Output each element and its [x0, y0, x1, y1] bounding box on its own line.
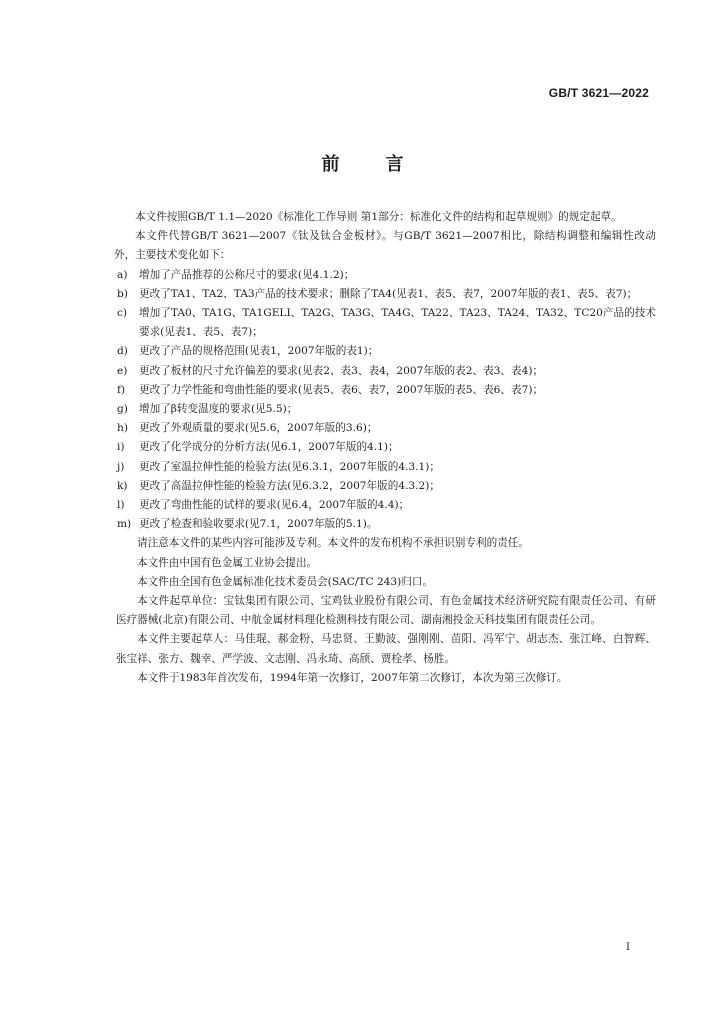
list-marker: h) — [117, 422, 128, 435]
list-item — [116, 419, 656, 438]
list-item-text: 更改了室温拉伸性能的检验方法(见6.3.1，2007年版的4.3.1)； — [139, 460, 441, 473]
intro-paragraph: 本文件按照GB/T 1.1—2020《标准化工作导则 第1部分：标准化文件的结构和起草规则》的规定起草。 — [135, 211, 622, 223]
list-item — [116, 438, 656, 457]
list-marker: l) — [117, 499, 125, 512]
list-item-text: 更改了外观质量的要求(见5.6，2007年版的3.6)； — [139, 422, 378, 435]
patent-notice: 请注意本文件的某些内容可能涉及专利。本文件的发布机构不承担识别专利的责任。 — [137, 537, 529, 550]
list-marker: e) — [117, 364, 128, 377]
history-paragraph: 本文件于1983年首次发布，1994年第一次修订，2007年第二次修订，本次为第三次修订。 — [137, 671, 568, 684]
list-marker: m) — [117, 518, 132, 531]
drafting-units-paragraph: 本文件起草单位：宝钛集团有限公司、宝鸡钛业股份有限公司、有色金属技术经济研究院有限责任公司、有研医疗器械(北京)有限公司、中航金属材料理化检测科技有限公司、湖南湘投金天科技集团有限责任公司。 — [116, 595, 656, 627]
list-marker: i) — [117, 441, 125, 454]
list-item-text: 增加了TA0、TA1G、TA1GELI、TA2G、TA3G、TA4G、TA22、TA23、TA24、TA32、TC20产品的技术要求(见表1、表5、表7)； — [139, 307, 656, 339]
proposer-paragraph: 本文件由中国有色金属工业协会提出。 — [137, 556, 318, 569]
drafters-paragraph: 本文件主要起草人：马佳琨、郝金粉、马忠贤、王勤波、强刚刚、苗阳、冯军宁、胡志杰、张江峰、白智辉、张宝祥、张方、魏幸、严学波、文志刚、冯永琦、高颀、贾栓孝、杨胜。 — [116, 633, 656, 665]
list-marker: c) — [117, 307, 128, 320]
list-item-text: 更改了弯曲性能的试样的要求(见6.4，2007年版的4.4)； — [139, 499, 410, 512]
foreword-body — [116, 208, 656, 688]
list-item — [116, 342, 656, 361]
changes-list — [116, 266, 656, 535]
intro-paragraph: 本文件代替GB/T 3621—2007《钛及钛合金板材》。与GB/T 3621—2007相比，除结构调整和编辑性改动外，主要技术变化如下： — [114, 230, 656, 262]
list-item — [116, 362, 656, 381]
list-marker: a) — [117, 268, 128, 281]
list-marker: b) — [117, 287, 128, 300]
list-item-text: 增加了产品推荐的公称尺寸的要求(见4.1.2)； — [139, 268, 355, 281]
list-item-text: 更改了化学成分的分析方法(见6.1，2007年版的4.1)； — [139, 441, 399, 454]
list-item — [116, 285, 656, 304]
document-code: GB/T 3621—2022 — [548, 86, 649, 100]
list-item — [116, 496, 656, 515]
list-item — [116, 400, 656, 419]
list-marker: k) — [117, 479, 128, 492]
list-marker: j) — [117, 460, 125, 473]
list-item-text: 增加了β转变温度的要求(见5.5)； — [139, 403, 298, 416]
list-item — [116, 381, 656, 400]
list-item-text: 更改了检查和验收要求(见7.1，2007年版的5.1)。 — [139, 518, 378, 531]
list-item — [116, 458, 656, 477]
list-marker: f) — [117, 383, 126, 396]
page-title: 前言 — [321, 154, 450, 175]
list-marker: d) — [117, 345, 128, 358]
list-item-text: 更改了产品的规格范围(见表1，2007年版的表1)； — [139, 345, 379, 358]
committee-paragraph: 本文件由全国有色金属标准化技术委员会(SAC/TC 243)归口。 — [137, 575, 434, 588]
list-item — [116, 515, 656, 534]
list-item — [116, 477, 656, 496]
list-item-text: 更改了板材的尺寸允许偏差的要求(见表2、表3、表4，2007年版的表2、表3、表4)； — [139, 364, 544, 377]
list-item — [116, 304, 656, 342]
list-item-text: 更改了TA1、TA2、TA3产品的技术要求；删除了TA4(见表1、表5、表7，2007年版的表1、表5、表7)； — [139, 287, 638, 300]
list-item-text: 更改了力学性能和弯曲性能的要求(见表5、表6、表7，2007年版的表5、表6、表7)； — [139, 383, 544, 396]
list-marker: g) — [117, 403, 128, 416]
list-item-text: 更改了高温拉伸性能的检验方法(见6.3.2，2007年版的4.3.2)； — [139, 479, 441, 492]
page-number: I — [626, 942, 630, 953]
list-item — [116, 266, 656, 285]
